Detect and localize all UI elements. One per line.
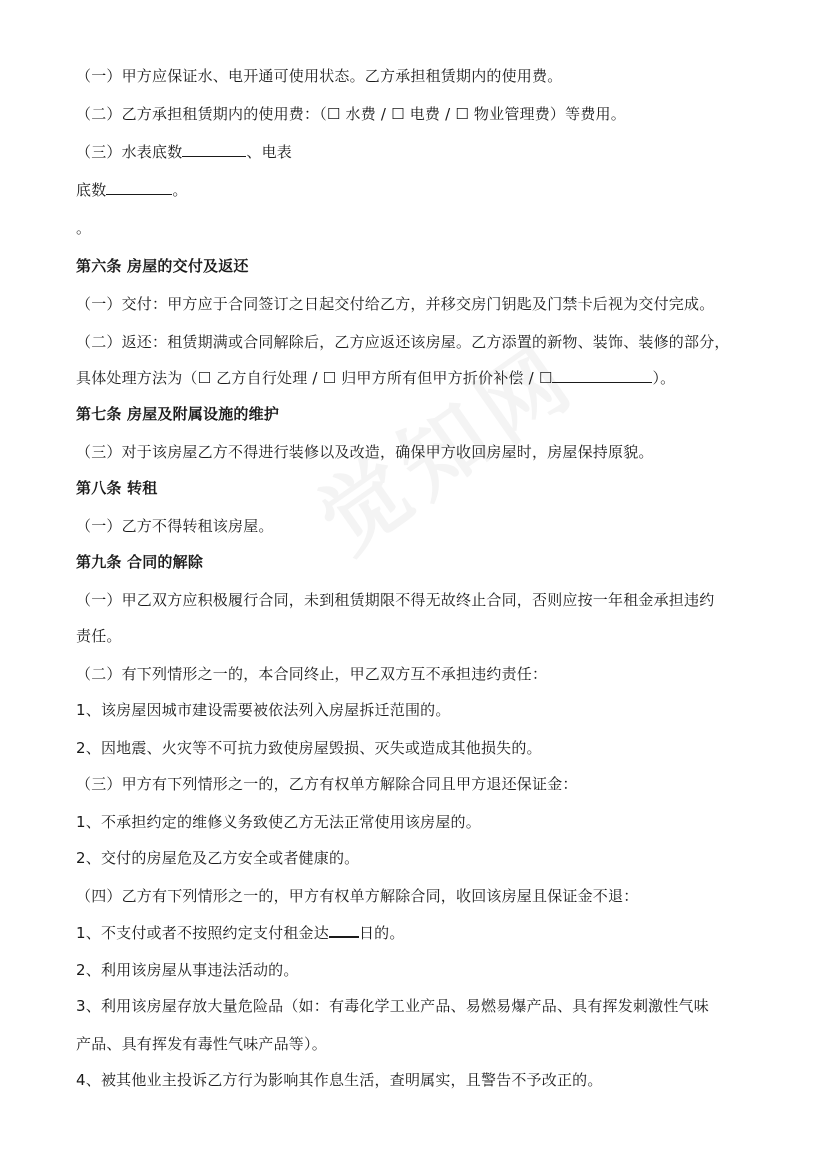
clause-9-item-2: （二）有下列情形之一的，本合同终止，甲乙双方互不承担违约责任：: [76, 665, 548, 683]
article-7-heading: 第七条 房屋及附属设施的维护: [76, 405, 280, 423]
handling-close: ）。: [652, 369, 676, 387]
clause-9-item-4-point-1: [76, 922, 405, 943]
clause-9-item-4-point-4: 4、被其他业主投诉乙方行为影响其作息生活，查明属实，且警告不予改正的。: [76, 1071, 603, 1089]
electric-meter-label: 、电表: [246, 143, 293, 161]
clause-8-item-1: （一）乙方不得转租该房屋。: [76, 517, 274, 535]
rent-overdue-suffix: 日的。: [358, 924, 405, 942]
rent-overdue-label: 1、不支付或者不按照约定支付租金达: [76, 924, 329, 942]
rent-overdue-days-blank[interactable]: [329, 922, 359, 938]
clause-6-item-1: （一）交付：甲方应于合同签订之日起交付给乙方，并移交房门钥匙及门禁卡后视为交付完成。: [76, 295, 715, 313]
clause-9-item-4-point-3-cont: 产品、具有挥发有毒性气味产品等）。: [76, 1035, 327, 1053]
article-9-heading: 第九条 合同的解除: [76, 553, 204, 571]
article-8-heading: 第八条 转租: [76, 479, 158, 497]
clause-9-item-4-point-3: 3、利用该房屋存放大量危险品（如：有毒化学工业产品、易燃易爆产品、具有挥发刺激性气味: [76, 997, 709, 1015]
clause-5-item-2: （二）乙方承担租赁期内的使用费：（☐ 水费 / ☐ 电费 / ☐ 物业管理费）等费用。: [76, 105, 626, 123]
clause-5-item-1: （一）甲方应保证水、电开通可使用状态。乙方承担租赁期内的使用费。: [76, 67, 563, 85]
clause-6-item-2-cont: [76, 368, 675, 388]
handling-options: 具体处理方法为（☐ 乙方自行处理 / ☐ 归甲方所有但甲方折价补偿 / ☐: [76, 369, 553, 387]
water-meter-blank[interactable]: [182, 142, 246, 157]
clause-9-item-1: （一）甲乙双方应积极履行合同，未到租赁期限不得无故终止合同，否则应按一年租金承担违约: [76, 591, 715, 609]
electric-meter-base-label: 底数: [76, 181, 107, 199]
water-meter-label: （三）水表底数: [76, 143, 183, 161]
clause-9-item-2-point-1: 1、该房屋因城市建设需要被依法列入房屋拆迁范围的。: [76, 701, 451, 719]
clause-5-item-3-cont: [76, 180, 188, 200]
clause-9-item-3-point-2: 2、交付的房屋危及乙方安全或者健康的。: [76, 849, 360, 867]
clause-9-item-3-point-1: 1、不承担约定的维修义务致使乙方无法正常使用该房屋的。: [76, 813, 481, 831]
clause-9-item-4: （四）乙方有下列情形之一的，甲方有权单方解除合同，收回该房屋且保证金不退：: [76, 887, 639, 905]
clause-9-item-1-cont: 责任。: [76, 627, 122, 645]
clause-6-item-2: （二）返还：租赁期满或合同解除后，乙方应返还该房屋。乙方添置的新物、装饰、装修的部分，: [76, 333, 730, 351]
clause-9-item-3: （三）甲方有下列情形之一的，乙方有权单方解除合同且甲方退还保证金：: [76, 775, 578, 793]
clause-9-item-4-point-2: 2、利用该房屋从事违法活动的。: [76, 961, 299, 979]
handling-other-blank[interactable]: [552, 368, 652, 383]
stray-period: 。: [76, 219, 92, 237]
clause-5-item-3: [76, 142, 292, 162]
period-mark: 。: [172, 181, 188, 199]
clause-7-item-3: （三）对于该房屋乙方不得进行装修以及改造，确保甲方收回房屋时，房屋保持原貌。: [76, 443, 654, 461]
clause-9-item-2-point-2: 2、因地震、火灾等不可抗力致使房屋毁损、灭失或造成其他损失的。: [76, 739, 542, 757]
article-6-heading: 第六条 房屋的交付及返还: [76, 257, 249, 275]
electric-meter-blank[interactable]: [106, 180, 172, 195]
